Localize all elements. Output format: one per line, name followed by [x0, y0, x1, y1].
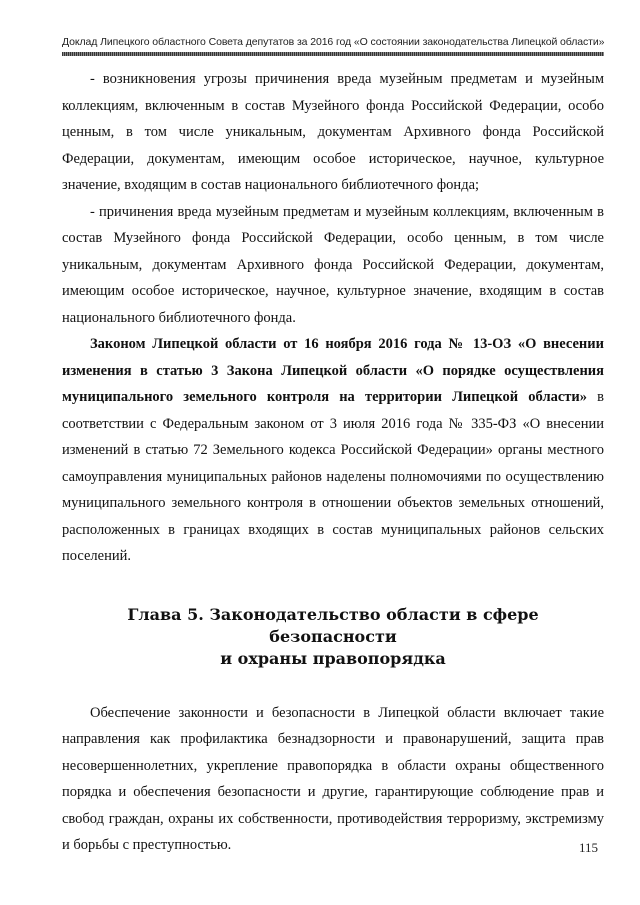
chapter-heading-line-1: Глава 5. Законодательство области в сфере безопасности: [127, 604, 539, 646]
paragraph-land-control-law: [62, 331, 604, 570]
paragraph-museum-harm: - причинения вреда музейным предметам и музейным коллекциям, включенным в состав Музейного фонда Российской Федерации, особо ценным, в том числе уникальным, документам Архивного фонда Российской Федерации, документам, имеющим особое историческое, научное, культурное значение, входящим в состав национального библиотечного фонда.: [62, 203, 604, 326]
page-number: 115: [578, 840, 598, 855]
chapter-heading-line-2: и охраны правопорядка: [220, 648, 446, 668]
paragraph-museum-threat: - возникновения угрозы причинения вреда музейным предметам и музейным коллекциям, включенным в состав Музейного фонда Российской Федерации, особо ценным, в том числе уникальным, документам Архивного фонда Российской Федерации, документам, имеющим особое историческое, научное, культурное значение, входящим в состав национального библиотечного фонда;: [62, 71, 604, 193]
chapter-heading: [62, 604, 604, 670]
header-rule: [62, 52, 604, 56]
law-title: Законом Липецкой области от 16 ноября 2016 года № 13-ОЗ «О внесении изменения в статью 3 Закона Липецкой области «О порядке осуществления муниципального земельного контроля на территории Липецкой области»: [62, 336, 604, 405]
document-body: [62, 66, 604, 859]
paragraph-security-overview: Обеспечение законности и безопасности в Липецкой области включает такие направления как профилактика безнадзорности и правонарушений, защита прав несовершеннолетних, укрепление правопорядка в области охраны общественного порядка и обеспечения безопасности и другие, гарантирующие соблюдение прав и свобод граждан, охраны их собственности, противодействия терроризму, экстремизму и борьбы с преступностью.: [62, 704, 604, 853]
running-header: Доклад Липецкого областного Совета депутатов за 2016 год «О состоянии законодательства Липецкой области»: [62, 36, 605, 48]
law-description: в соответствии с Федеральным законом от 3 июля 2016 года № 335-ФЗ «О внесении изменений в статью 72 Земельного кодекса Российской Федерации» органы местного самоуправления муниципальных районов наделены полномочиями по осуществлению муниципального земельного контроля в отношении объектов земельных отношений, расположенных в границах входящих в состав муниципальных районов сельских поселений.: [62, 389, 604, 564]
